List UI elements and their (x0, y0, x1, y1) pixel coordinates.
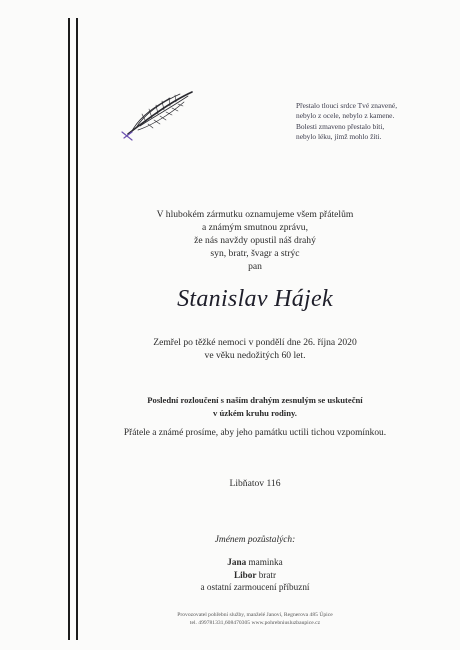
friends-request: Přátele a známé prosíme, aby jeho památku uctili tichou vzpomínkou. (123, 428, 387, 438)
feather-icon (118, 86, 198, 144)
family-member (90, 569, 420, 582)
left-border-line (68, 18, 70, 640)
family-member-relation: bratr (258, 569, 277, 580)
funeral-service-footer (90, 612, 420, 627)
intro-line: pan (248, 261, 262, 272)
intro-line: a známým smutnou zprávu, (201, 222, 309, 233)
death-details (90, 336, 420, 362)
poem (296, 101, 456, 142)
poem-line: nebylo z ocele, nebylo z kamene. (296, 111, 395, 121)
intro-line: že nás navždy opustil náš drahý (194, 235, 316, 246)
farewell-notice (90, 394, 420, 419)
poem-line: Přestalo tlouci srdce Tvé znavené, (296, 101, 398, 110)
death-line: Zemřel po těžké nemoci v pondělí dne 26. října 2020 (153, 337, 357, 348)
farewell-line: v úzkém kruhu rodiny. (213, 407, 297, 418)
family-others: a ostatní zarmoucení příbuzní (200, 582, 310, 592)
farewell-line: Poslední rozloučení s naším drahým zesnulým se uskuteční (147, 395, 363, 405)
footer-line: tel. 499781331,608470305 www.pohrebniusluzbaupice.cz (189, 619, 321, 626)
intro-line: V hlubokém zármutku oznamujeme všem přátelům (156, 209, 354, 220)
signature-title: Jménem pozůstalých: (214, 535, 296, 545)
poem-line: nebylo léku, jímž mohlo žíti. (296, 131, 382, 141)
family-member-name: Jana (227, 557, 247, 567)
family-list (90, 556, 420, 594)
family-address: Libňatov 116 (229, 478, 281, 489)
left-border-line-inner (76, 18, 78, 640)
family-member (90, 556, 420, 569)
intro-line: syn, bratr, švagr a strýc (210, 248, 300, 259)
death-line: ve věku nedožitých 60 let. (204, 350, 306, 361)
family-member-name: Libor (233, 569, 257, 580)
footer-line: Provozovatel pohřební služby, manželé Janoví, Regnerova 485 Úpice (177, 612, 333, 618)
announcement-intro (90, 208, 420, 273)
deceased-name: Stanislav Hájek (177, 286, 333, 312)
family-member-relation: maminka (248, 557, 283, 567)
poem-line: Bolesti zmaveno přestalo bíti, (296, 121, 385, 131)
